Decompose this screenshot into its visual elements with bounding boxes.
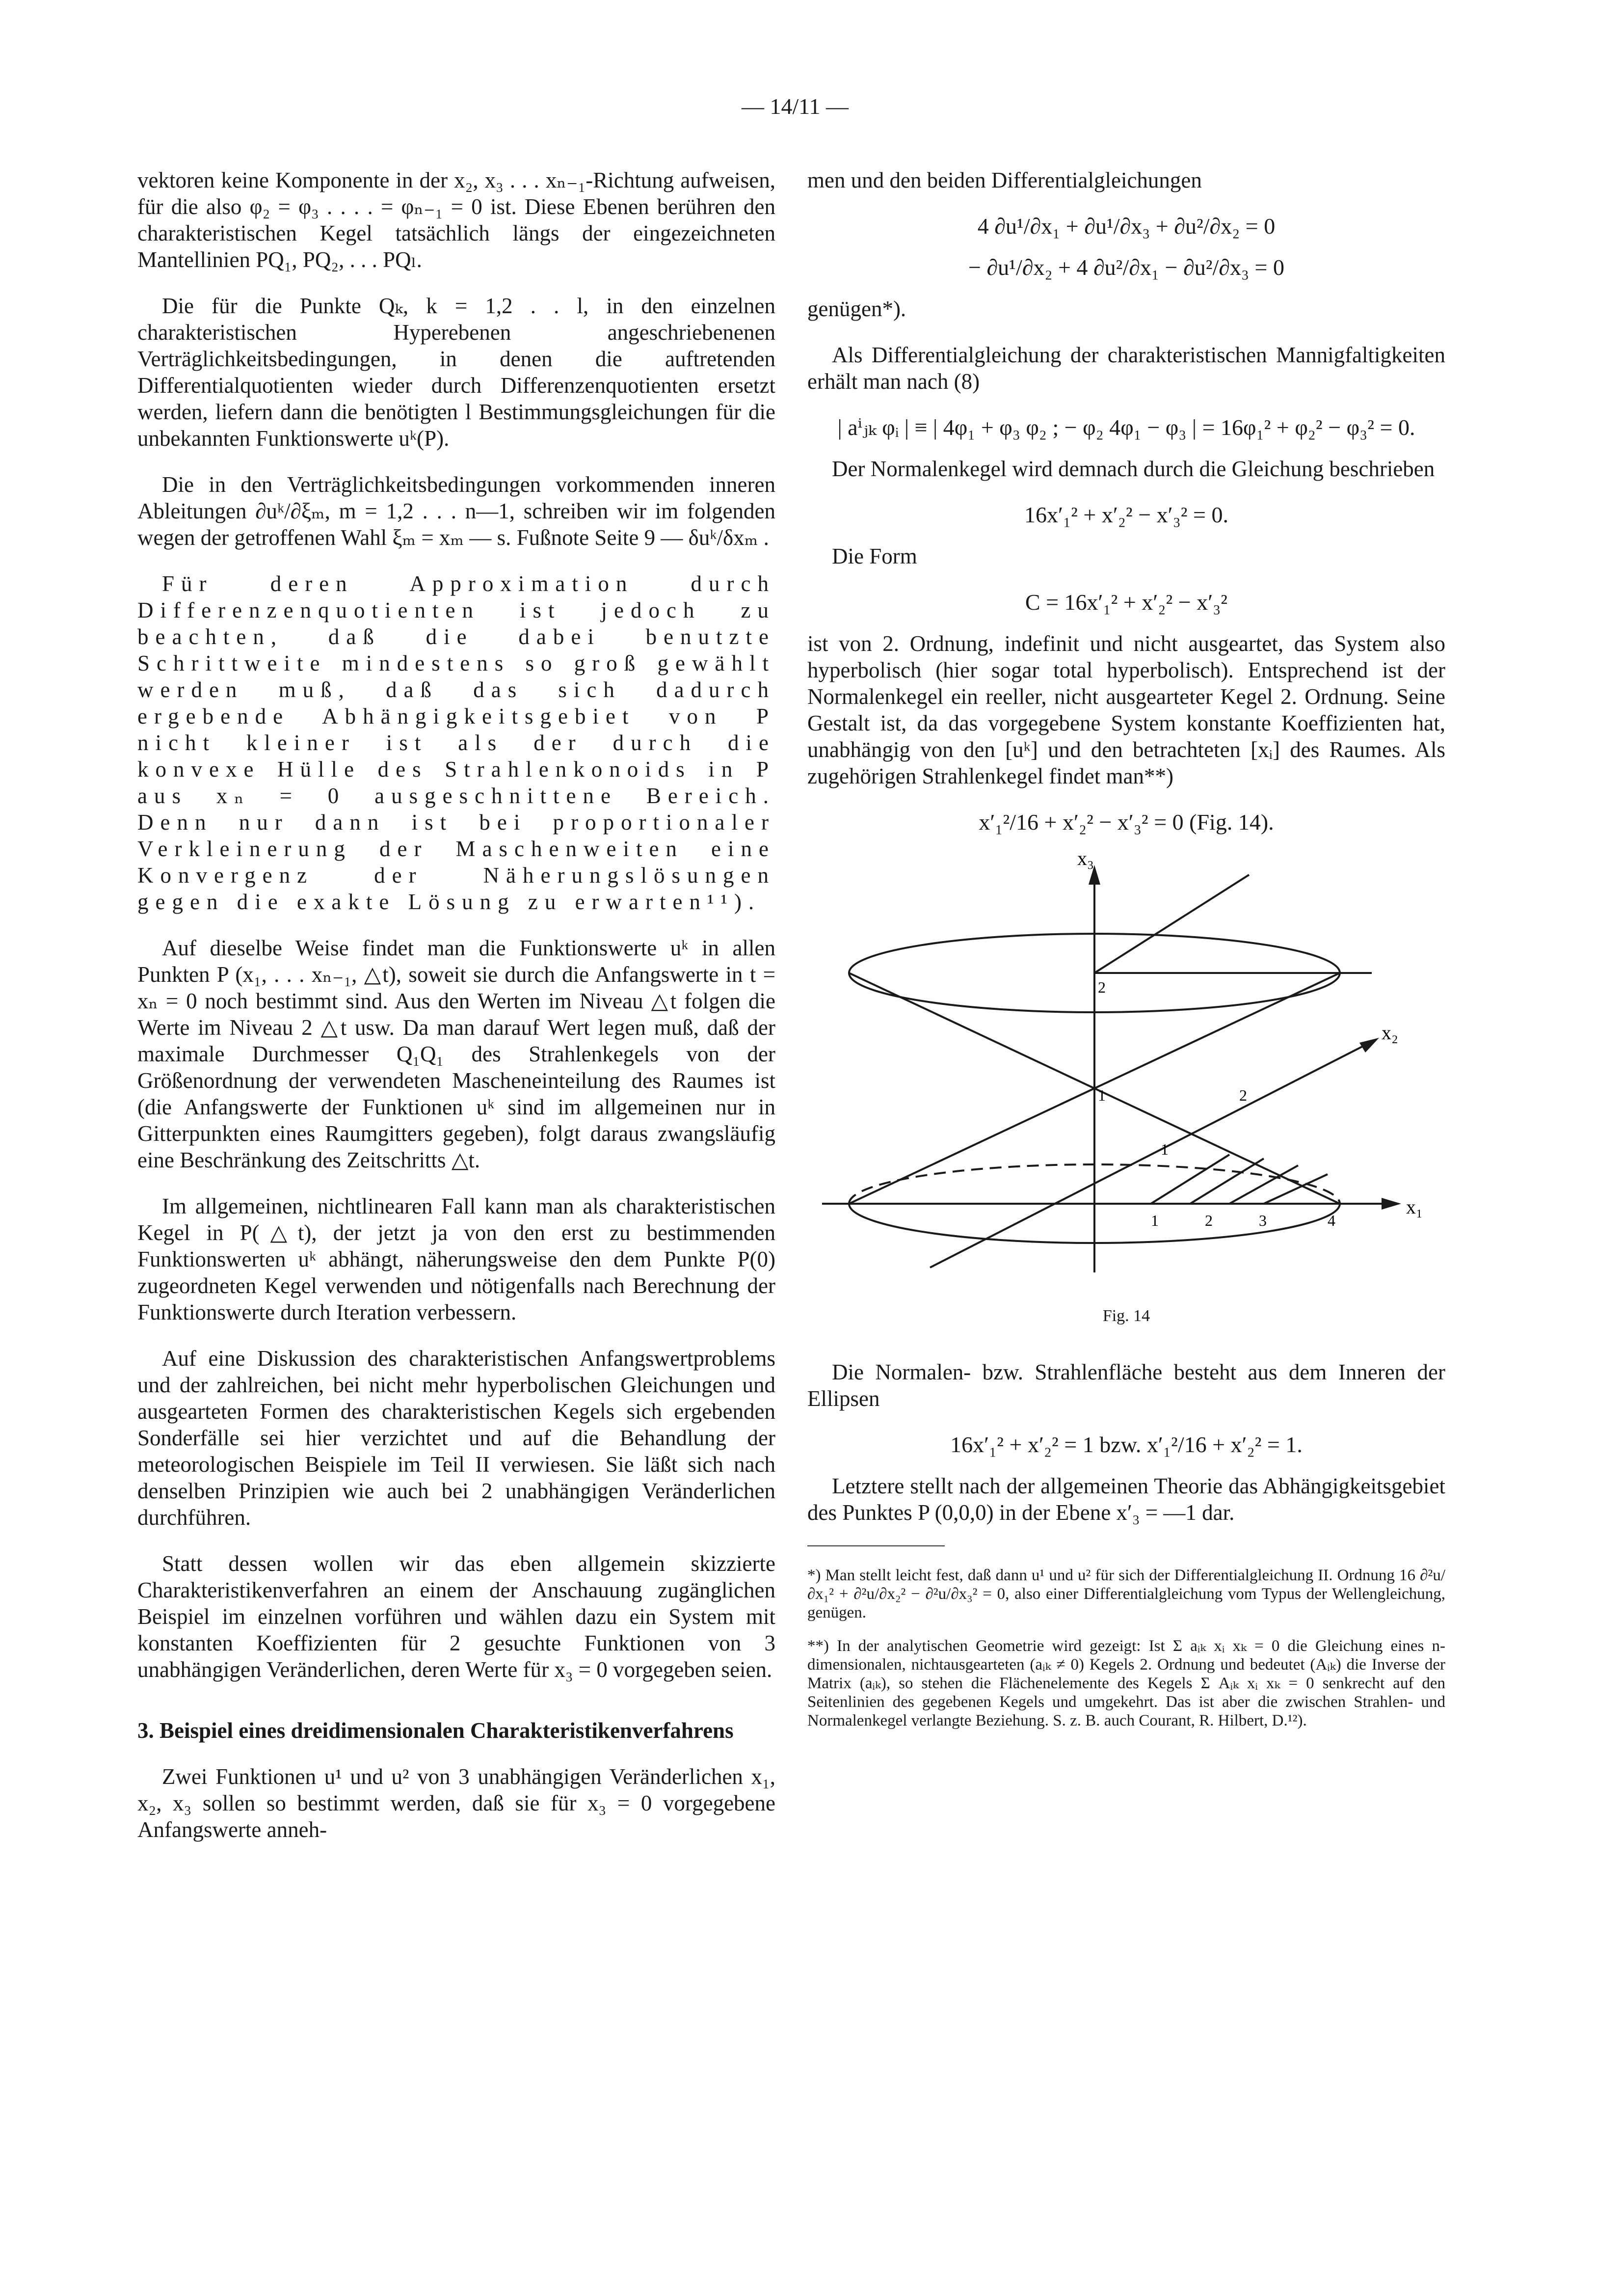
footnote-rule: [807, 1545, 945, 1546]
equation: 16x′₁² + x′₂² − x′₃² = 0.: [1024, 502, 1228, 527]
footnote: *) Man stellt leicht fest, daß dann u¹ und u² für sich der Differentialgleichung II. Ordnung 16 ∂²u/∂x₁² + ∂²u/∂x₂² − ∂²u/∂x₃² = 0, also einer Differentialgleichung vom Typus der Wellengleichung, genügen.: [807, 1567, 1445, 1621]
equation: − ∂u¹/∂x₂ + 4 ∂u²/∂x₁ − ∂u²/∂x₃ = 0: [968, 255, 1284, 280]
figure-label-x1: x₁: [1406, 1196, 1423, 1218]
x2-axis: [930, 1042, 1372, 1268]
figure-label-4: 4: [1328, 1212, 1335, 1229]
paragraph: Als Differentialgleichung der charakteristischen Mannigfaltigkeiten erhält man nach (8): [807, 343, 1445, 394]
left-column: [137, 167, 775, 1863]
section-heading: 3. Beispiel eines dreidimensionalen Charakteristikenverfahrens: [137, 1718, 734, 1743]
paragraph: Zwei Funktionen u¹ und u² von 3 unabhängigen Veränderlichen x₁, x₂, x₃ sollen so bestimmt werden, daß sie für x₃ = 0 vorgegebene Anfangswerte anneh-: [137, 1764, 775, 1842]
figure-label-x3: x₃: [1077, 850, 1094, 869]
footnote: **) In der analytischen Geometrie wird gezeigt: Ist Σ aᵢₖ xᵢ xₖ = 0 die Gleichung eines n-dimensionalen, nichtausgearteten (aᵢₖ ≠ 0) Kegels 2. Ordnung und bedeutet (Aᵢₖ) die Inverse der Matrix (aᵢₖ), so stehen die Flächenelemente des Kegels Σ Aᵢₖ xᵢ xₖ = 0 senkrecht auf den Seitenlinien des gegebenen Kegels und umgekehrt. Das ist aber die zwischen Strahlen- und Normalenkegel verlangte Beziehung. S. z. B. auch Courant, R. Hilbert, D.¹²).: [807, 1637, 1445, 1729]
figure-label-2: 2: [1239, 1086, 1247, 1104]
paragraph: men und den beiden Differentialgleichungen: [807, 168, 1202, 192]
paragraph: Die Normalen- bzw. Strahlenfläche besteht aus dem Inneren der Ellipsen: [807, 1360, 1445, 1411]
paragraph: Im allgemeinen, nichtlinearen Fall kann man als charakteristischen Kegel in P(△t), der jetzt ja von den erst zu bestimmenden Funktionswerten uᵏ abhängt, näherungsweise den dem Punkte P(0) zugeordneten Kegel verwenden und nötigenfalls nach Berechnung der Funktionswerte durch Iteration verbessern.: [137, 1194, 775, 1324]
figure-label-1: 1: [1161, 1140, 1169, 1158]
paragraph: Der Normalenkegel wird demnach durch die Gleichung beschrieben: [832, 457, 1435, 481]
paragraph: Auf dieselbe Weise findet man die Funktionswerte uᵏ in allen Punkten P (x₁, . . . xₙ₋₁, △t), soweit sie durch die Anfangswerte in t = xₙ = 0 noch bestimmt sind. Aus den Werten im Niveau △t folgen die Werte im Niveau 2 △t usw. Da man darauf Wert legen muß, daß der maximale Durchmesser Q₁Q₁ des Strahlenkegels von der Größenordnung der verwendeten Mascheneinteilung des Raumes ist (die Anfangswerte der Funktionen uᵏ sind im allgemeinen nur in Gitterpunkten eines Raumgitters gegeben), folgt daraus zwangsläufig eine Beschränkung des Zeitschritts △t.: [137, 936, 775, 1172]
paragraph: vektoren keine Komponente in der x₂, x₃ . . . xₙ₋₁-Richtung aufweisen, für die also φ₂ = φ₃ . . . . = φₙ₋₁ = 0 ist. Diese Ebenen berühren den charakteristischen Kegel tatsächlich längs der eingezeichneten Mantellinien PQ₁, PQ₂, . . . PQₗ.: [137, 168, 775, 272]
paragraph: Die in den Verträglichkeitsbedingungen vorkommenden inneren Ableitungen ∂uᵏ/∂ξₘ, m = 1,2 . . . n—1, schreiben wir im folgenden wegen der getroffenen Wahl ξₘ = xₘ — s. Fußnote Seite 9 — δuᵏ/δxₘ .: [137, 472, 775, 550]
figure-label-1: 1: [1098, 1086, 1106, 1104]
figure-label-2: 2: [1205, 1212, 1213, 1229]
equation: C = 16x′₁² + x′₂² − x′₃²: [1025, 590, 1228, 615]
figure-label-1: 1: [1151, 1212, 1159, 1229]
footnotes: [807, 1566, 1445, 1730]
paragraph: ist von 2. Ordnung, indefinit und nicht ausgeartet, das System also hyperbolisch (hier sogar total hyperbolisch). Entsprechend ist der Normalenkegel ein reeller, nicht ausgearteter Kegel 2. Ordnung. Seine Gestalt ist, da das vorgegebene System konstante Koeffizienten hat, unabhängig von den [uᵏ] und den betrachteten [xᵢ] des Raumes. Als zugehörigen Strahlenkegel findet man**): [807, 631, 1445, 788]
paragraph: Auf eine Diskussion des charakteristischen Anfangswertproblems und der zahlreichen, bei nicht mehr hyperbolischen Gleichungen und ausgearteten Formen des charakteristischen Kegels sich ergebenden Sonderfälle sei hier verzichtet und auf die Behandlung der meteorologischen Beispiele im Teil II verwiesen. Sie läßt sich nach denselben Prinzipien wie auch bei 2 unabhängigen Veränderlichen durchführen.: [137, 1346, 775, 1530]
right-column: [807, 167, 1445, 1745]
equation: 4 ∂u¹/∂x₁ + ∂u¹/∂x₃ + ∂u²/∂x₂ = 0: [977, 214, 1276, 239]
figure-label-3: 3: [1259, 1212, 1267, 1229]
figure-caption: Fig. 14: [1102, 1307, 1150, 1325]
paragraph: Letztere stellt nach der allgemeinen Theorie das Abhängigkeitsgebiet des Punktes P (0,0,0) in der Ebene x′₃ = —1 dar.: [807, 1474, 1445, 1525]
paragraph: genügen*).: [807, 297, 906, 321]
spaced-paragraph: Für deren Approximation durch Differenzenquotienten ist jedoch zu beachten, daß die dabei benutzte Schrittweite mindestens so groß gewählt werden muß, daß das sich dadurch ergebende Abhängigkeitsgebiet von P nicht kleiner ist als der durch die konvexe Hülle des Strahlenkonoids in P aus xₙ = 0 ausgeschnittene Bereich. Denn nur dann ist bei proportionaler Verkleinerung der Maschenweiten eine Konvergenz der Näherungslösungen gegen die exakte Lösung zu erwarten¹¹).: [137, 571, 775, 914]
page-number: — 14/11 —: [741, 94, 849, 119]
paragraph: Die Form: [832, 544, 917, 568]
figure-14: [807, 850, 1445, 1292]
equation: 16x′₁² + x′₂² = 1 bzw. x′₁²/16 + x′₂² = 1.: [950, 1432, 1303, 1457]
figure-label-2: 2: [1098, 978, 1106, 996]
figure-label-x2: x₂: [1382, 1022, 1398, 1044]
paragraph: Die für die Punkte Qₖ, k = 1,2 . . l, in den einzelnen charakteristischen Hyperebenen angeschriebenenen Verträglichkeitsbedingungen, in denen die auftretenden Differentialquotienten wieder durch Differenzenquotienten ersetzt werden, liefern dann die benötigten l Bestimmungsgleichungen für die unbekannten Funktionswerte uᵏ(P).: [137, 294, 775, 451]
equation: | aⁱⱼₖ φᵢ | ≡ | 4φ₁ + φ₃ φ₂ ; − φ₂ 4φ₁ − φ₃ | = 16φ₁² + φ₂² − φ₃² = 0.: [837, 415, 1415, 440]
paragraph: Statt dessen wollen wir das eben allgemein skizzierte Charakteristikenverfahren an einem der Anschauung zugänglichen Beispiel im einzelnen vorführen und wählen dazu ein System mit konstanten Koeffizienten für 2 gesuchte Funktionen von 3 unabhängigen Veränderlichen, deren Werte für x₃ = 0 vorgegeben seien.: [137, 1551, 775, 1682]
equation: x′₁²/16 + x′₂² − x′₃² = 0 (Fig. 14).: [979, 810, 1274, 835]
